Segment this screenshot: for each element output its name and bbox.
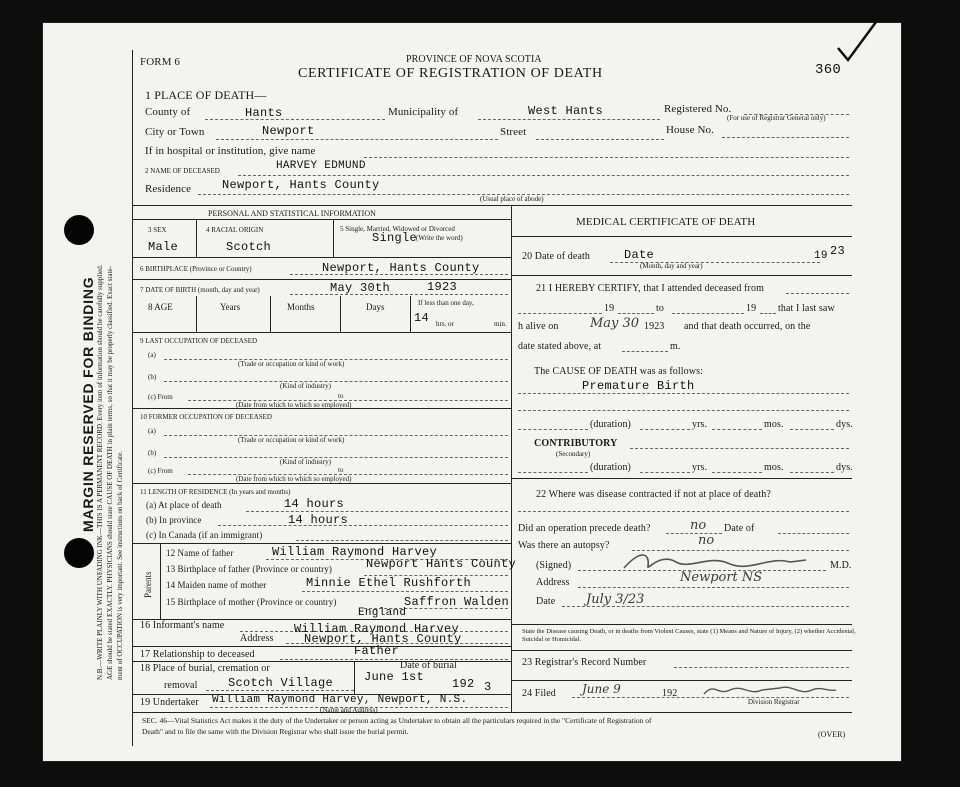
burial-date-value: June 1st bbox=[364, 670, 425, 684]
date-of-death-year-prefix: 19 bbox=[814, 250, 828, 262]
operation-label: Did an operation precede death? bbox=[518, 523, 651, 534]
sec46-note-line2: Death" and to file the same with the Division Registrar who shall issue the burial permit. bbox=[142, 727, 409, 736]
alive-on-year: 1923 bbox=[644, 321, 665, 332]
burial-removal-label: removal bbox=[164, 680, 198, 691]
autopsy-label: Was there an autopsy? bbox=[518, 540, 610, 551]
divider-bottom bbox=[132, 712, 852, 713]
undertaker-note: (Name and Address) bbox=[320, 706, 378, 714]
informant-label: 16 Informant's name bbox=[140, 620, 225, 631]
former-occ-industry-note: (Kind of industry) bbox=[280, 458, 331, 466]
residence-note: (Usual place of abode) bbox=[480, 195, 544, 203]
mother-label: 14 Maiden name of mother bbox=[166, 580, 267, 590]
last-occ-date-note: (Date from which to which so employed) bbox=[236, 401, 352, 409]
residence-a-label: (a) At place of death bbox=[146, 500, 222, 510]
residence-a-value: 14 hours bbox=[284, 497, 345, 511]
burial-date-label: Date of burial bbox=[400, 660, 457, 671]
contrib-mos-label: mos. bbox=[764, 462, 784, 473]
father-birthplace-label: 13 Birthplace of father (Province or country) bbox=[166, 564, 332, 574]
city-value: Newport bbox=[262, 124, 315, 138]
min-label: min. bbox=[494, 320, 507, 328]
attended-to: to bbox=[656, 303, 664, 314]
divider-top bbox=[132, 205, 852, 206]
registered-no-label: Registered No. bbox=[664, 103, 732, 115]
cause-duration-label: (duration) bbox=[590, 419, 631, 430]
operation-answer: no bbox=[690, 518, 707, 533]
cause-of-death-value: Premature Birth bbox=[582, 379, 695, 393]
frame-left bbox=[132, 50, 133, 746]
informant-name: William Raymond Harvey bbox=[294, 622, 460, 636]
burial-year-suffix: 3 bbox=[484, 680, 492, 694]
house-no-label: House No. bbox=[666, 124, 714, 136]
burial-year: 192 bbox=[452, 677, 475, 691]
contrib-yrs-label: yrs. bbox=[692, 462, 708, 473]
registrar-signature bbox=[700, 680, 840, 700]
death-occurred-label: and that death occurred, on the bbox=[684, 321, 811, 332]
alive-on-date: May 30 bbox=[590, 316, 640, 331]
contrib-dys-label: dys. bbox=[836, 462, 853, 473]
division-registrar-label: Division Registrar bbox=[748, 698, 800, 706]
form-number: FORM 6 bbox=[140, 56, 181, 68]
column-divider bbox=[511, 205, 512, 712]
last-occ-from: (c) From bbox=[148, 393, 173, 401]
dob-label: 7 DATE OF BIRTH (month, day and year) bbox=[140, 286, 260, 294]
former-occupation-heading: 10 FORMER OCCUPATION OF DECEASED bbox=[140, 413, 272, 421]
father-name: William Raymond Harvey bbox=[272, 545, 438, 559]
physician-address-value: Newport NS bbox=[680, 570, 763, 585]
mother-name: Minnie Ethel Rushforth bbox=[306, 576, 472, 590]
father-birthplace: Newport Hants County bbox=[366, 557, 517, 571]
province-title: PROVINCE OF NOVA SCOTIA bbox=[406, 54, 542, 65]
cause-of-death-label: The CAUSE OF DEATH was as follows: bbox=[534, 366, 703, 377]
physician-address-label: Address bbox=[536, 577, 570, 588]
over-label: (OVER) bbox=[818, 730, 846, 739]
cause-mos-label: mos. bbox=[764, 419, 784, 430]
residence-c-label: (c) In Canada (if an immigrant) bbox=[146, 530, 263, 540]
age-hours: 14 bbox=[414, 311, 430, 325]
place-of-death-heading: 1 PLACE OF DEATH— bbox=[145, 88, 267, 102]
hrs-label: hrs. or bbox=[436, 320, 454, 328]
former-occ-date-note: (Date from which to which so employed) bbox=[236, 475, 352, 483]
birthplace-label: 6 BIRTHPLACE (Province or Country) bbox=[140, 265, 252, 273]
medical-certificate-title: MEDICAL CERTIFICATE OF DEATH bbox=[576, 216, 756, 228]
burial-place-label: 18 Place of burial, cremation or bbox=[140, 663, 270, 674]
registrar-record-label: 23 Registrar's Record Number bbox=[522, 657, 647, 668]
months-label: Months bbox=[287, 302, 315, 312]
physician-date-label: Date bbox=[536, 596, 556, 607]
date-of-death-note: (Month, day and year) bbox=[640, 262, 703, 270]
contributory-label: CONTRIBUTORY bbox=[534, 438, 618, 449]
margin-note-1: N.B.—WRITE PLAINLY WITH UNFADING INK—THIS IS A PERMANENT RECORD. Every item of information should be carefully supplied. bbox=[96, 264, 104, 680]
binding-margin-label: MARGIN RESERVED FOR BINDING bbox=[80, 276, 96, 532]
less-than-day-label: If less than one day, bbox=[418, 299, 474, 307]
father-label: 12 Name of father bbox=[166, 548, 234, 558]
sex-value: Male bbox=[148, 240, 179, 254]
racial-origin-label: 4 RACIAL ORIGIN bbox=[206, 226, 264, 234]
certificate-number: 360 bbox=[815, 62, 842, 78]
days-label: Days bbox=[366, 302, 385, 312]
municipality-label: Municipality of bbox=[388, 106, 459, 118]
last-occ-industry-note: (Kind of industry) bbox=[280, 382, 331, 390]
former-occ-trade-note: (Trade or occupation or kind of work) bbox=[238, 436, 345, 444]
last-occupation-heading: 9 LAST OCCUPATION OF DECEASED bbox=[140, 337, 258, 345]
attended-from-year: 19 bbox=[604, 303, 615, 314]
relationship-value: Father bbox=[354, 644, 400, 658]
relationship-label: 17 Relationship to deceased bbox=[140, 649, 255, 660]
street-label: Street bbox=[500, 126, 527, 138]
signed-label: (Signed) bbox=[536, 560, 572, 571]
dob-value: May 30th bbox=[330, 281, 391, 295]
checkmark-icon bbox=[832, 18, 880, 63]
racial-origin-value: Scotch bbox=[226, 240, 272, 254]
binding-hole-bottom bbox=[64, 538, 94, 568]
marital-label: 5 Single, Married, Widowed or Divorced bbox=[340, 225, 455, 233]
years-label: Years bbox=[220, 302, 241, 312]
dob-year: 1923 bbox=[427, 280, 458, 294]
deceased-name: HARVEY EDMUND bbox=[276, 160, 366, 172]
residence-value: Newport, Hants County bbox=[222, 178, 380, 192]
county-value: Hants bbox=[245, 106, 283, 120]
cause-dys-label: dys. bbox=[836, 419, 853, 430]
sex-label: 3 SEX bbox=[148, 226, 167, 234]
informant-address: Newport, Hants County bbox=[304, 632, 462, 646]
date-stated-label: date stated above, at bbox=[518, 341, 602, 352]
residence-length-heading: 11 LENGTH OF RESIDENCE (In years and months) bbox=[140, 488, 291, 496]
mother-birthplace: Saffron Walden bbox=[404, 595, 510, 609]
sec46-note-line1: SEC. 46—Vital Statistics Act makes it the duty of the Undertaker or person acting as Undertaker to obtain all the particulars required in the "Certificate of Registration of bbox=[142, 716, 652, 725]
undertaker-value: William Raymond Harvey, Newport, N.S. bbox=[212, 694, 468, 706]
autopsy-answer: no bbox=[698, 533, 715, 548]
burial-place-value: Scotch Village bbox=[228, 676, 334, 690]
margin-note-2: AGE should be stated EXACTLY. PHYSICIANS should state CAUSE OF DEATH in plain terms, so that it may be properly classified. Exact state- bbox=[106, 266, 114, 680]
former-occ-to: to bbox=[338, 466, 344, 474]
certify-statement: 21 I HEREBY CERTIFY, that I attended deceased from bbox=[536, 283, 764, 294]
municipality-value: West Hants bbox=[528, 104, 604, 118]
date-of-death-value: Date bbox=[624, 248, 655, 262]
registered-no-note: (For use of Registrar General only) bbox=[727, 114, 826, 122]
city-label: City or Town bbox=[145, 126, 205, 138]
last-occ-to: to bbox=[338, 392, 344, 400]
age-label: 8 AGE bbox=[148, 302, 173, 312]
informant-address-label: Address bbox=[240, 633, 274, 644]
former-occ-b: (b) bbox=[148, 449, 157, 457]
alive-on-label: h alive on bbox=[518, 321, 559, 332]
name-of-deceased-label: 2 NAME OF DECEASED bbox=[145, 167, 220, 175]
margin-note-3: ment of OCCUPATION is very important. See instructions on back of Certificate. bbox=[116, 451, 124, 680]
personal-section-title: PERSONAL AND STATISTICAL INFORMATION bbox=[208, 209, 376, 218]
hospital-label: If in hospital or institution, give name bbox=[145, 145, 316, 157]
cause-yrs-label: yrs. bbox=[692, 419, 708, 430]
parents-side-label: Parents bbox=[143, 571, 153, 598]
filed-date-value: June 9 bbox=[582, 682, 621, 696]
time-m-label: m. bbox=[670, 341, 681, 352]
birthplace-value: Newport, Hants County bbox=[322, 261, 480, 275]
former-occ-from: (c) From bbox=[148, 467, 173, 475]
last-occ-a: (a) bbox=[148, 351, 156, 359]
violent-causes-note: State the Disease causing Death, or in deaths from Violent Causes, state (1) Means and Nature of Injury, (2) whether Accidental, Suicidal or Homicidal. bbox=[522, 628, 856, 643]
marital-value: Single bbox=[372, 231, 418, 245]
residence-label: Residence bbox=[145, 183, 192, 195]
last-occ-b: (b) bbox=[148, 373, 157, 381]
filed-label: 24 Filed bbox=[522, 688, 556, 699]
operation-date-label: Date of bbox=[724, 523, 755, 534]
undertaker-label: 19 Undertaker bbox=[140, 697, 199, 708]
contributory-secondary: (Secondary) bbox=[556, 450, 591, 458]
last-occ-trade-note: (Trade or occupation or kind of work) bbox=[238, 360, 345, 368]
contrib-duration-label: (duration) bbox=[590, 462, 631, 473]
binding-hole-top bbox=[64, 215, 94, 245]
date-of-death-year: 23 bbox=[830, 244, 846, 258]
physician-date-value: July 3/23 bbox=[586, 592, 645, 607]
filed-year: 192 bbox=[662, 688, 678, 699]
mother-birthplace-label: 15 Birthplace of mother (Province or country) bbox=[166, 597, 337, 607]
former-occ-a: (a) bbox=[148, 427, 156, 435]
attended-to-year: 19 bbox=[746, 303, 757, 314]
md-label: M.D. bbox=[830, 560, 852, 571]
county-label: County of bbox=[145, 106, 191, 118]
certificate-title: CERTIFICATE OF REGISTRATION OF DEATH bbox=[298, 66, 603, 81]
marital-note: (Write the word) bbox=[416, 234, 463, 242]
disease-contracted-label: 22 Where was disease contracted if not at place of death? bbox=[536, 489, 771, 500]
mother-birthplace-country: England bbox=[358, 607, 407, 619]
residence-b-label: (b) In province bbox=[146, 515, 202, 525]
date-of-death-label: 20 Date of death bbox=[522, 251, 590, 262]
residence-b-value: 14 hours bbox=[288, 513, 349, 527]
last-saw-label: that I last saw bbox=[778, 303, 835, 314]
